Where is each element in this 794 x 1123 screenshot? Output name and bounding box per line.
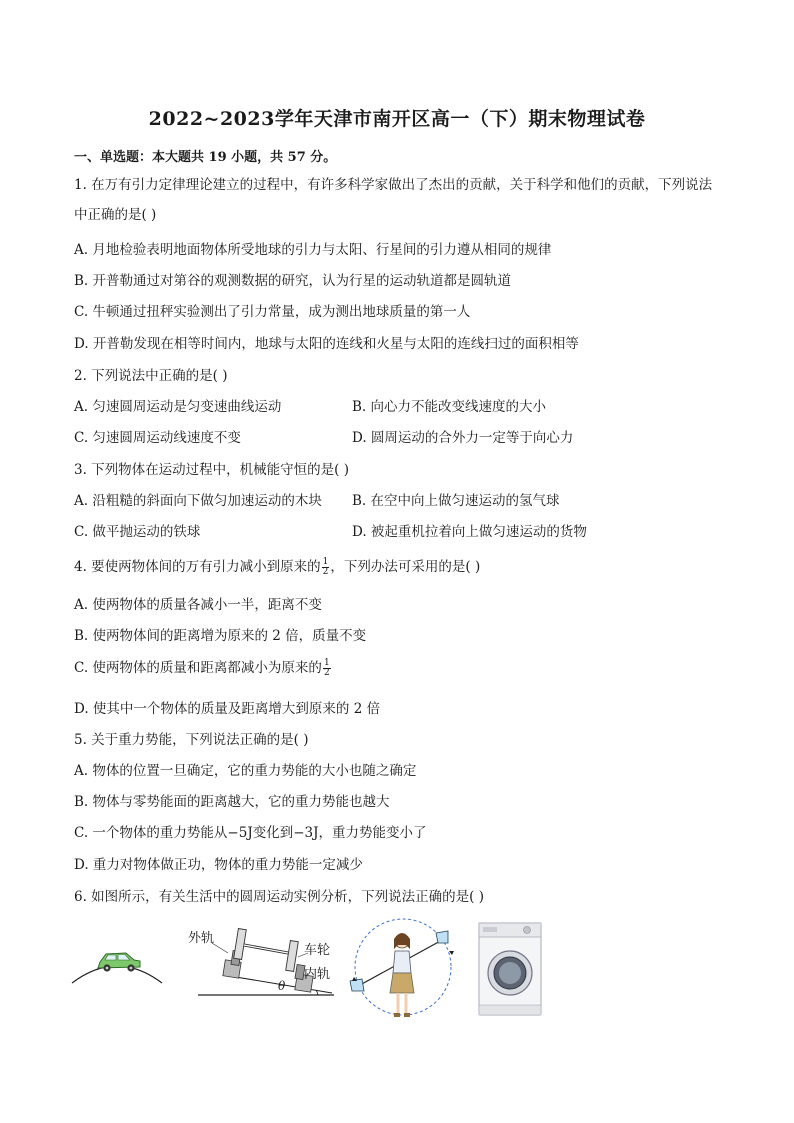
question-4-option-a: A. 使两物体的质量各减小一半，距离不变 [74,597,322,613]
question-6-figures [70,915,560,1025]
question-4-option-b: B. 使两物体间的距离增为原来的 2 倍，质量不变 [74,628,367,644]
car-icon [98,953,140,972]
fraction-denominator: 2 [322,567,329,577]
bucket-icon [436,931,448,943]
question-1-stem: 1. 在万有引力定律理论建立的过程中，有许多科学家做出了杰出的贡献，关于科学和他们的贡献，下列说法中正确的是( ) [74,177,713,223]
question-1-option-d: D. 开普勒发现在相等时间内，地球与太阳的连线和火星与太阳的连线扫过的面积相等 [74,336,579,352]
label-outer-rail: 外轨 [188,931,215,946]
fraction-one-half [322,558,330,577]
question-4-option-d: D. 使其中一个物体的质量及距离增大到原来的 2 倍 [74,701,381,717]
question-1-option-a: A. 月地检验表明地面物体所受地球的引力与太阳、行星间的引力遵从相同的规律 [74,242,552,258]
question-4-stem-post: ，下列办法可采用的是( ) [330,559,481,575]
question-3-option-c: C. 做平抛运动的铁球 [74,524,201,540]
question-5-option-d: D. 重力对物体做正功，物体的重力势能一定减少 [74,857,363,873]
question-6-stem: 6. 如图所示，有关生活中的圆周运动实例分析，下列说法正确的是( ) [74,889,484,905]
label-wheel: 车轮 [304,943,331,958]
question-4-stem-pre: 4. 要使两物体间的万有引力减小到原来的 [74,559,321,575]
fraction-numerator: 1 [323,658,330,668]
question-2-stem: 2. 下列说法中正确的是( ) [74,368,228,384]
question-5-stem: 5. 关于重力势能，下列说法正确的是( ) [74,732,309,748]
banked-rail-figure [184,923,344,1003]
question-4-option-c [74,656,332,678]
label-angle-theta: θ [278,979,286,993]
washing-machine-figure [475,921,545,1017]
vertical-circle-figure [348,915,458,1025]
fraction-one-half [323,659,331,678]
question-5-option-a: A. 物体的位置一旦确定，它的重力势能的大小也随之确定 [74,763,417,779]
question-2-option-c: C. 匀速圆周运动线速度不变 [74,430,241,446]
question-3-stem: 3. 下列物体在运动过程中，机械能守恒的是( ) [74,462,349,478]
girl-figure-icon [390,933,414,1017]
page-title: 2022~2023学年天津市南开区高一（下）期末物理试卷 [148,108,646,130]
question-4-stem [74,555,480,577]
question-5-option-c: C. 一个物体的重力势能从−5J变化到−3J，重力势能变小了 [74,825,427,841]
question-2-option-a: A. 匀速圆周运动是匀变速曲线运动 [74,399,282,415]
fraction-denominator: 2 [323,668,330,678]
question-1-option-b: B. 开普勒通过对第谷的观测数据的研究，认为行星的运动轨道都是圆轨道 [74,273,512,289]
label-inner-rail: 内轨 [304,967,331,982]
question-2-option-b: B. 向心力不能改变线速度的大小 [352,399,547,415]
question-5-option-b: B. 物体与零势能面的距离越大，它的重力势能也越大 [74,794,390,810]
car-on-bridge-figure [70,935,165,985]
fraction-numerator: 1 [322,557,329,567]
question-3-option-b: B. 在空中向上做匀速运动的氢气球 [352,493,560,509]
question-4-option-c-text: C. 使两物体的质量和距离都减小为原来的 [74,660,322,676]
question-2-option-d: D. 圆周运动的合外力一定等于向心力 [352,430,574,446]
question-3-option-a: A. 沿粗糙的斜面向下做匀加速运动的木块 [74,493,322,509]
washing-machine-icon [479,923,541,1015]
section-heading: 一、单选题：本大题共 19 小题，共 57 分。 [74,150,337,165]
question-1-option-c: C. 牛顿通过扭秤实验测出了引力常量，成为测出地球质量的第一人 [74,304,471,320]
question-3-option-d: D. 被起重机拉着向上做匀速运动的货物 [352,524,587,540]
